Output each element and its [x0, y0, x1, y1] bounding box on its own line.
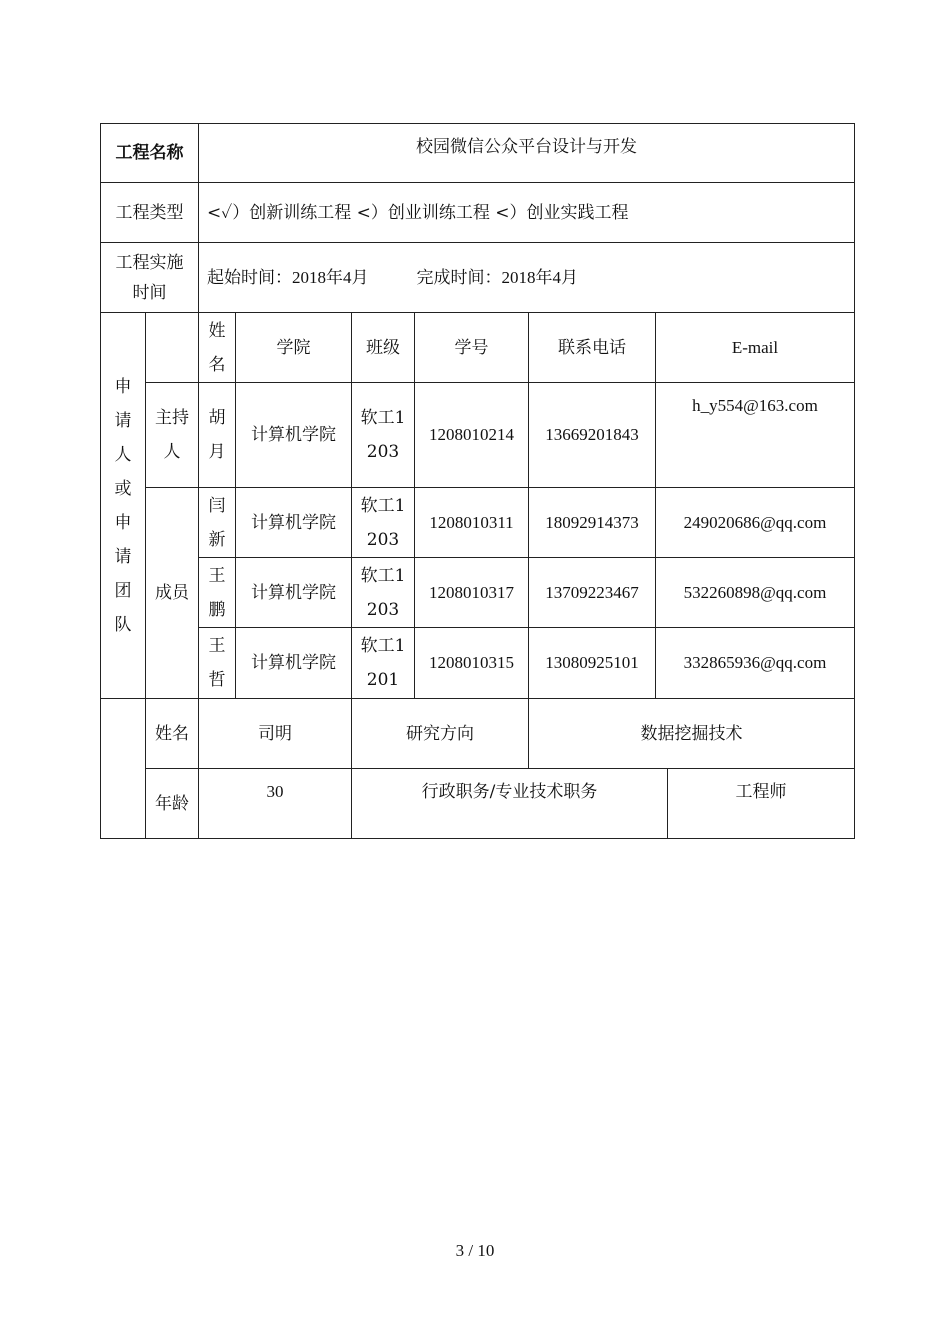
host-college: 计算机学院 — [236, 383, 352, 488]
member-name: 王鹏 — [199, 558, 236, 628]
project-period-value — [199, 243, 855, 313]
project-period-label: 工程实施时间 — [101, 243, 199, 313]
member-college: 计算机学院 — [236, 628, 352, 699]
host-label: 主持人 — [146, 383, 199, 488]
member-class: 软工1203 — [352, 558, 415, 628]
host-email: h_y554@163.com — [656, 383, 855, 488]
member-id: 1208010315 — [415, 628, 529, 699]
member-class: 软工1203 — [352, 488, 415, 558]
team-header-blank — [146, 313, 199, 383]
member-email: 532260898@qq.com — [656, 558, 855, 628]
end-label: 完成时间： — [416, 267, 502, 288]
advisor-age-value: 30 — [199, 769, 352, 839]
advisor-research-value: 数据挖掘技术 — [529, 699, 855, 769]
start-label: 起始时间： — [207, 267, 292, 288]
advisor-title-label: 行政职务/专业技术职务 — [352, 769, 668, 839]
project-period-row — [101, 243, 855, 313]
member-row — [101, 488, 855, 558]
header-id: 学号 — [415, 313, 529, 383]
host-phone: 13669201843 — [529, 383, 656, 488]
member-phone: 13080925101 — [529, 628, 656, 699]
team-header-row — [101, 313, 855, 383]
member-name: 王哲 — [199, 628, 236, 699]
project-name-row — [101, 124, 855, 183]
start-value: 2018年4月 — [292, 267, 369, 287]
project-type-value: <✓）创新训练工程 <）创业训练工程 <）创业实践工程 — [199, 183, 855, 243]
member-phone: 13709223467 — [529, 558, 656, 628]
member-id: 1208010317 — [415, 558, 529, 628]
member-college: 计算机学院 — [236, 488, 352, 558]
host-id: 1208010214 — [415, 383, 529, 488]
host-class: 软工1203 — [352, 383, 415, 488]
advisor-name-row — [101, 699, 855, 769]
advisor-name-value: 司明 — [199, 699, 352, 769]
header-phone: 联系电话 — [529, 313, 656, 383]
member-class: 软工1201 — [352, 628, 415, 699]
member-row — [101, 628, 855, 699]
header-class: 班级 — [352, 313, 415, 383]
host-name: 胡月 — [199, 383, 236, 488]
advisor-name-label: 姓名 — [146, 699, 199, 769]
member-phone: 18092914373 — [529, 488, 656, 558]
member-row — [101, 558, 855, 628]
member-email: 332865936@qq.com — [656, 628, 855, 699]
advisor-research-label: 研究方向 — [352, 699, 529, 769]
application-form-table — [100, 123, 855, 839]
project-name-value: 校园微信公众平台设计与开发 — [199, 124, 855, 183]
advisor-title-value: 工程师 — [668, 769, 855, 839]
advisor-age-label: 年龄 — [146, 769, 199, 839]
project-type-row — [101, 183, 855, 243]
member-college: 计算机学院 — [236, 558, 352, 628]
team-side-label: 申请人或申请团队 — [101, 313, 146, 699]
end-value: 2018年4月 — [501, 267, 578, 287]
member-id: 1208010311 — [415, 488, 529, 558]
host-row — [101, 383, 855, 488]
advisor-side-blank — [101, 699, 146, 839]
member-email: 249020686@qq.com — [656, 488, 855, 558]
project-name-label: 工程名称 — [101, 124, 199, 183]
project-type-label: 工程类型 — [101, 183, 199, 243]
page-number: 3 / 10 — [455, 1241, 495, 1260]
header-name: 姓名 — [199, 313, 236, 383]
header-college: 学院 — [236, 313, 352, 383]
header-email: E-mail — [656, 313, 855, 383]
member-label: 成员 — [146, 488, 199, 699]
advisor-age-row — [101, 769, 855, 839]
member-name: 闫新 — [199, 488, 236, 558]
